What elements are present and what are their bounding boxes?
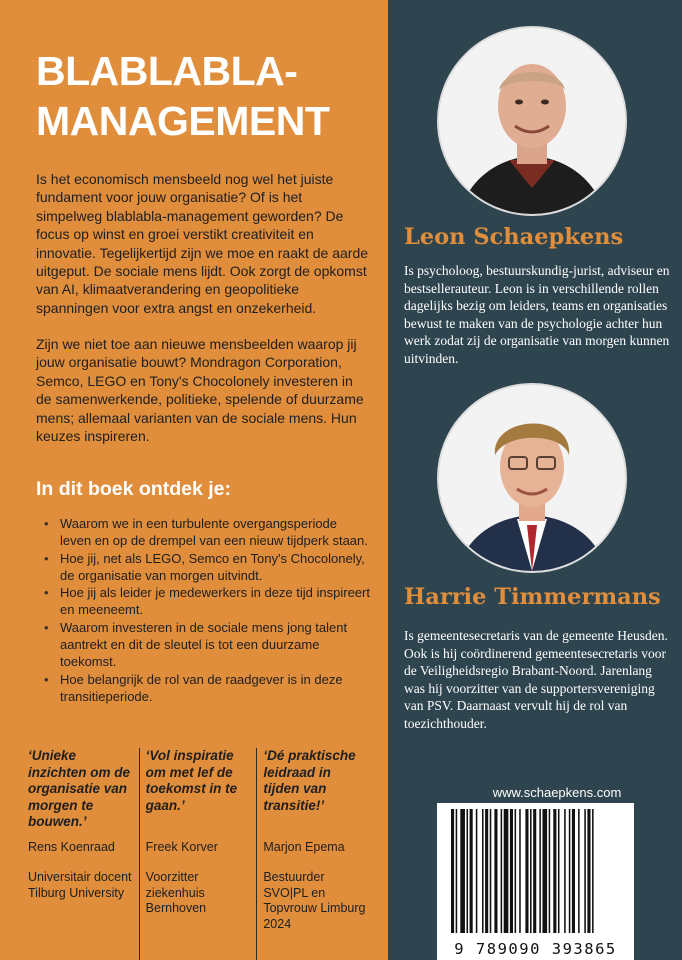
book-title [36, 46, 366, 146]
intro-paragraph-1: Is het economisch mensbeeld nog wel het juiste fundament voor jouw organisatie? Of is het simpelweg blablabla-management geworden? De focus op winst en groei verstikt creativiteit en innovatie. Tegelijkertijd zijn we moe en raakt de aarde uitgeput. De sociale mens lijdt. Ook zorgt de opkomst van AI, klimaatverandering en geopolitieke spanningen voor extra angst en onzekerheid. [36, 171, 369, 316]
barcode-bar [519, 809, 521, 933]
barcode-bar [467, 809, 469, 933]
quote-role: Bestuurder SVO|PL en Topvrouw Limburg 2024 [263, 870, 366, 931]
barcode-bar [476, 809, 478, 933]
barcode-bar [525, 809, 528, 933]
endorsement-3 [256, 748, 374, 960]
list-item: • Hoe belangrijk de rol van de raadgever is in deze transitieperiode. [40, 671, 370, 706]
quote-author: Rens Koenraad [28, 840, 115, 854]
barcode-bar [482, 809, 484, 933]
barcode-bar [490, 809, 492, 933]
barcode-bar [569, 809, 571, 933]
portrait-illustration [439, 385, 625, 571]
title-line-1: BLABLABLA- [36, 48, 298, 94]
barcode-bar [451, 809, 454, 933]
list-item: • Waarom we in een turbulente overgangsperiode leven en op de drempel van een nieuw tijdperk staan. [40, 515, 370, 550]
barcode-bar [456, 809, 458, 933]
list-item: • Hoe jij, net als LEGO, Semco en Tony's Chocolonely, de organisatie van morgen uitvindt. [40, 550, 370, 585]
endorsements [28, 748, 374, 960]
quote-author: Marjon Epema [263, 840, 345, 854]
website-link[interactable]: www.schaepkens.com [492, 785, 622, 800]
barcode-bars [437, 803, 634, 938]
endorsement-2 [139, 748, 257, 960]
barcode-bar [584, 809, 586, 933]
portrait-illustration [439, 28, 625, 214]
list-item: • Hoe jij als leider je medewerkers in deze tijd inspireert en meeneemt. [40, 584, 370, 619]
barcode-bar [549, 809, 551, 933]
barcode-bar [558, 809, 560, 933]
barcode-bar [578, 809, 580, 933]
author-photo-harrie [437, 383, 627, 573]
quote-text: ‘Dé praktische leidraad in tijden van transitie!’ [263, 748, 356, 813]
barcode-bar [494, 809, 497, 933]
barcode-bar [553, 809, 556, 933]
quote-text: ‘Vol inspiratie om met lef de toekomst in te gaan.’ [145, 748, 238, 813]
list-item: • Waarom investeren in de sociale mens jong talent aantrekt en dit de sleutel is tot een duurzame toekomst. [40, 619, 370, 671]
quote-role: Voorzitter ziekenhuis Bernhoven [145, 870, 207, 915]
barcode-bar [504, 809, 509, 933]
author-name-1: Leon Schaepkens [404, 224, 624, 250]
quote-text: ‘Unieke inzichten om de organisatie van morgen te bouwen.’ [28, 748, 131, 829]
barcode-bar [564, 809, 566, 933]
barcode-bar [460, 809, 465, 933]
barcode-bar [533, 809, 536, 933]
barcode-bar [501, 809, 503, 933]
quote-role: Universitair docent Tilburg University [28, 870, 132, 900]
author-bio-2: Is gemeentesecretaris van de gemeente Heusden. Ook is hij coördinerend gemeentesecretaris voor de Veiligheidsregio Brabant-Noord. Jarenlang was hij voorzitter van de supportersvereniging van PSV. Daarnaast vervult hij de rol van toezichthouder. [404, 628, 668, 731]
learn-list [40, 515, 370, 705]
barcode-bar [515, 809, 517, 933]
barcode-bar [542, 809, 547, 933]
barcode-bar [485, 809, 488, 933]
isbn-number: 9 789090 393865 [454, 940, 617, 958]
barcode-bar [572, 809, 575, 933]
barcode-bar [530, 809, 532, 933]
barcode-bar [470, 809, 473, 933]
isbn-barcode [437, 803, 634, 960]
title-line-2: MANAGEMENT [36, 98, 330, 144]
author-name-2: Harrie Timmermans [404, 584, 661, 610]
author-bio-1: Is psycholoog, bestuurskundig-jurist, adviseur en bestsellerauteur. Leon is in verschillende rollen dagelijks bezig om leiders, teams en organisaties bewust te maken van de psychologie achter hun werk zodat zij de organisatie van morgen kunnen uitvinden. [404, 263, 670, 366]
barcode-bar [592, 809, 594, 933]
learn-heading: In dit boek ontdek je: [36, 478, 232, 500]
author-photo-leon [437, 26, 627, 216]
endorsement-1 [28, 748, 139, 960]
barcode-bar [510, 809, 513, 933]
barcode-bar [539, 809, 541, 933]
quote-author: Freek Korver [145, 840, 218, 854]
intro-paragraph-2: Zijn we niet toe aan nieuwe mensbeelden waarop jij jouw organisatie bouwt? Mondragon Corporation, Semco, LEGO en Tony's Chocolonely investeren in de samenwerkende, politieke, spelende of duurzame mens; allemaal varianten van de sociale mens. Hun keuzes inspireren. [36, 336, 364, 445]
barcode-bar [587, 809, 590, 933]
